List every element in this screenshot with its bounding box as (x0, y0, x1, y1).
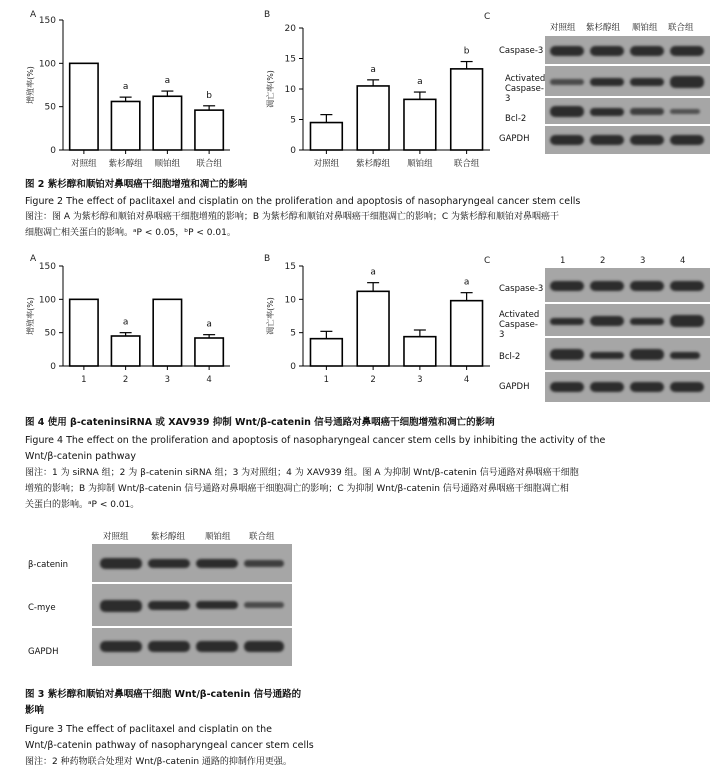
fig2a-ytick-label: 0 (50, 146, 56, 156)
fig4b-ytick-label: 0 (290, 362, 296, 372)
fig2-blot-lane-gapdh (545, 126, 710, 154)
fig4-row-bcl2: Bcl-2 (499, 352, 521, 362)
fig2-row-gapdh: GAPDH (499, 134, 530, 144)
fig4a-bar (153, 299, 181, 366)
fig2b-ytick-label: 5 (290, 115, 296, 126)
fig3-row-gapdh: GAPDH (28, 647, 59, 657)
fig2-blot-lane-caspase3 (545, 36, 710, 66)
fig2-col-3: 联合组 (668, 23, 694, 33)
fig4a-category-label: 3 (164, 375, 171, 385)
fig4-blot-lane-activated-caspase3 (545, 304, 710, 338)
fig4a-ytick-label: 0 (50, 362, 56, 372)
fig4b-category-label: 2 (370, 375, 376, 385)
fig4-col-0: 1 (560, 256, 566, 266)
fig4-col-2: 3 (640, 256, 646, 266)
fig4a-bar (70, 299, 98, 366)
fig4-row-gapdh: GAPDH (499, 382, 530, 392)
fig2a-bar (195, 110, 223, 150)
fig2-blot-lane-bcl2 (545, 98, 710, 126)
fig2-caption-en: Figure 2 The effect of paclitaxel and cisplatin on the proliferation and apoptosis of nasopharyngeal cancer stem cells (25, 196, 581, 207)
fig2-blot-lane-activated-caspase3 (545, 66, 710, 98)
fig4-caption-en-line2: Wnt/β-catenin pathway (25, 451, 136, 462)
fig2b-bar (357, 86, 389, 150)
fig3-row-c-mye: C-mye (28, 603, 56, 613)
fig2-panel-a-letter: A (30, 10, 37, 20)
fig2b-sig-label: b (463, 46, 470, 57)
fig2a-sig-label: b (206, 90, 212, 101)
fig4b-ytick-label: 5 (290, 328, 296, 339)
fig4a-bar (195, 338, 223, 366)
fig4-col-3: 4 (680, 256, 686, 266)
fig3-col-0: 对照组 (103, 532, 129, 542)
fig4-blot-lane-bcl2 (545, 338, 710, 372)
fig2a-sig-label: a (164, 76, 171, 87)
fig2a-bar (153, 96, 181, 150)
fig4-row-caspase3: Caspase-3 (499, 284, 544, 294)
fig2a-ytick-label: 100 (38, 59, 56, 70)
fig2-panel-c-letter: C (484, 12, 491, 22)
fig4a-category-label: 2 (122, 375, 129, 385)
fig4-note-line1: 图注：1 为 siRNA 组；2 为 β-catenin siRNA 组；3 为对照组；4 为 XAV939 组。图 A 为抑制 Wnt/β-catenin 信号通路对鼻咽癌干细胞 (25, 468, 579, 478)
fig2a-ytick-label: 150 (38, 16, 56, 26)
fig3-caption-cn-line1: 图 3 紫杉醇和顺铂对鼻咽癌干细胞 Wnt/β-catenin 信号通路的 (25, 689, 302, 700)
fig2b-ytick-label: 20 (284, 24, 296, 34)
fig4b-sig-label: a (370, 267, 376, 278)
fig2b-sig-label: a (417, 77, 423, 88)
fig2a-category-label: 对照组 (71, 159, 97, 169)
fig2b-bar (310, 123, 342, 150)
fig2b-category-label: 紫杉醇组 (356, 159, 391, 169)
fig2b-ylabel: 凋亡率(%) (266, 70, 275, 108)
fig2b-category-label: 联合组 (453, 159, 480, 169)
fig4-col-1: 2 (600, 256, 606, 266)
fig4b-ytick-label: 15 (284, 262, 296, 272)
fig2b-ytick-label: 0 (290, 146, 296, 156)
fig4a-sig-label: a (122, 317, 129, 328)
fig4-blot-lane-gapdh (545, 372, 710, 402)
fig2-col-0: 对照组 (550, 23, 576, 33)
fig4a-bar (111, 336, 139, 366)
fig2-caption-cn: 图 2 紫杉醇和顺铂对鼻咽癌干细胞增殖和凋亡的影响 (25, 179, 248, 190)
fig2-col-2: 顺铂组 (632, 23, 658, 33)
fig3-col-3: 联合组 (249, 532, 275, 542)
fig2b-bar (404, 99, 436, 150)
fig4b-bar (451, 301, 483, 366)
fig4a-sig-label: a (206, 319, 212, 330)
fig4-blot-lane-caspase3 (545, 268, 710, 304)
fig2b-ytick-label: 10 (284, 85, 296, 95)
fig4-panel-c-letter: C (484, 256, 491, 266)
fig4b-ytick-label: 10 (284, 295, 296, 306)
fig2b-sig-label: a (370, 64, 376, 75)
fig2a-category-label: 紫杉醇组 (108, 159, 143, 169)
fig2a-ylabel: 增殖率(%) (26, 66, 35, 104)
fig2-western-blot (545, 36, 710, 154)
fig4-western-blot (545, 268, 710, 402)
fig4a-ytick-label: 50 (44, 328, 56, 339)
fig4-note-line3: 关蛋白的影响。ᵃP < 0.01。 (25, 500, 140, 510)
fig3-caption-cn-line2: 影响 (25, 705, 45, 716)
fig4-caption-cn: 图 4 使用 β-cateninsiRNA 或 XAV939 抑制 Wnt/β-catenin 信号通路对鼻咽癌干细胞增殖和凋亡的影响 (25, 417, 495, 428)
fig2-row-activated-caspase3: Activated Caspase-3 (505, 74, 546, 104)
fig2-col-1: 紫杉醇组 (586, 23, 621, 33)
fig2b-category-label: 顺铂组 (407, 159, 433, 169)
fig4a-ylabel: 增殖率(%) (26, 297, 35, 335)
fig2-panel-b-letter: B (264, 10, 271, 20)
fig4-panel-a-chart (0, 244, 260, 404)
fig2a-sig-label: a (122, 82, 129, 93)
fig2a-category-label: 联合组 (196, 159, 222, 169)
fig4a-category-label: 4 (206, 375, 212, 385)
fig4-blot-column-headers (548, 256, 708, 268)
fig4-row-activated-caspase3: Activated Caspase-3 (499, 310, 540, 340)
fig4b-category-label: 3 (417, 375, 423, 385)
fig2-blot-column-headers (548, 21, 708, 33)
fig4-blot-row-labels (495, 268, 545, 402)
fig2-blot-row-labels (495, 36, 545, 164)
fig3-col-2: 顺铂组 (205, 532, 231, 542)
fig3-blot-lane-beta-catenin (92, 544, 292, 584)
fig4b-category-label: 4 (463, 375, 470, 385)
fig3-col-1: 紫杉醇组 (151, 532, 186, 542)
fig3-caption-en-line2: Wnt/β-catenin pathway of nasopharyngeal cancer stem cells (25, 740, 314, 751)
fig2b-bar (451, 69, 483, 150)
fig4b-bar (404, 337, 436, 366)
fig4-panel-b-letter: B (264, 254, 271, 264)
fig3-blot-lane-c-mye (92, 584, 292, 628)
fig4a-ytick-label: 150 (38, 262, 56, 272)
fig4b-bar (357, 291, 389, 366)
fig2a-bar (111, 101, 139, 150)
fig3-blot-row-labels (28, 545, 88, 665)
fig2-note-line2: 细胞凋亡相关蛋白的影响。ᵃP < 0.05，ᵇP < 0.01。 (25, 228, 236, 238)
fig2-row-bcl2: Bcl-2 (505, 114, 527, 124)
fig3-caption-en-line1: Figure 3 The effect of paclitaxel and cisplatin on the (25, 724, 272, 735)
fig4-note-line2: 增殖的影响；B 为抑制 Wnt/β-catenin 信号通路对鼻咽癌干细胞凋亡的影响；C 为抑制 Wnt/β-catenin 信号通路对鼻咽癌干细胞凋亡相 (25, 484, 569, 494)
fig4-panel-a-letter: A (30, 254, 37, 264)
fig2a-ytick-label: 50 (44, 102, 56, 113)
fig3-row-beta-catenin: β-catenin (28, 560, 69, 570)
fig4b-sig-label: a (463, 277, 470, 288)
fig2-panel-b-chart (250, 0, 500, 175)
fig4b-bar (310, 339, 342, 366)
fig3-note-line1: 图注：2 种药物联合处理对 Wnt/β-catenin 通路的抑制作用更强。 (25, 757, 292, 767)
fig2a-category-label: 顺铂组 (154, 159, 181, 169)
fig2-row-caspase3: Caspase-3 (499, 46, 544, 56)
fig2-note-line1: 图注：图 A 为紫杉醇和顺铂对鼻咽癌干细胞增殖的影响；B 为紫杉醇和顺铂对鼻咽癌干细胞凋亡的影响；C 为紫杉醇和顺铂对鼻咽癌干 (25, 212, 560, 222)
fig4a-category-label: 1 (81, 375, 87, 385)
fig2-panel-a-chart (0, 0, 260, 175)
fig2b-category-label: 对照组 (313, 159, 340, 169)
fig2a-bar (70, 63, 98, 150)
fig4a-ytick-label: 100 (38, 295, 56, 306)
fig3-blot-lane-gapdh (92, 628, 292, 666)
fig4b-category-label: 1 (323, 375, 330, 385)
fig3-blot-column-headers (95, 530, 295, 542)
fig3-western-blot (92, 544, 292, 666)
fig4-caption-en-line1: Figure 4 The effect on the proliferation and apoptosis of nasopharyngeal cancer stem cells by inhibiting the activity of the (25, 435, 606, 446)
fig2b-ytick-label: 15 (284, 54, 296, 65)
fig4-panel-b-chart (250, 244, 500, 404)
fig4b-ylabel: 凋亡率(%) (266, 297, 275, 335)
